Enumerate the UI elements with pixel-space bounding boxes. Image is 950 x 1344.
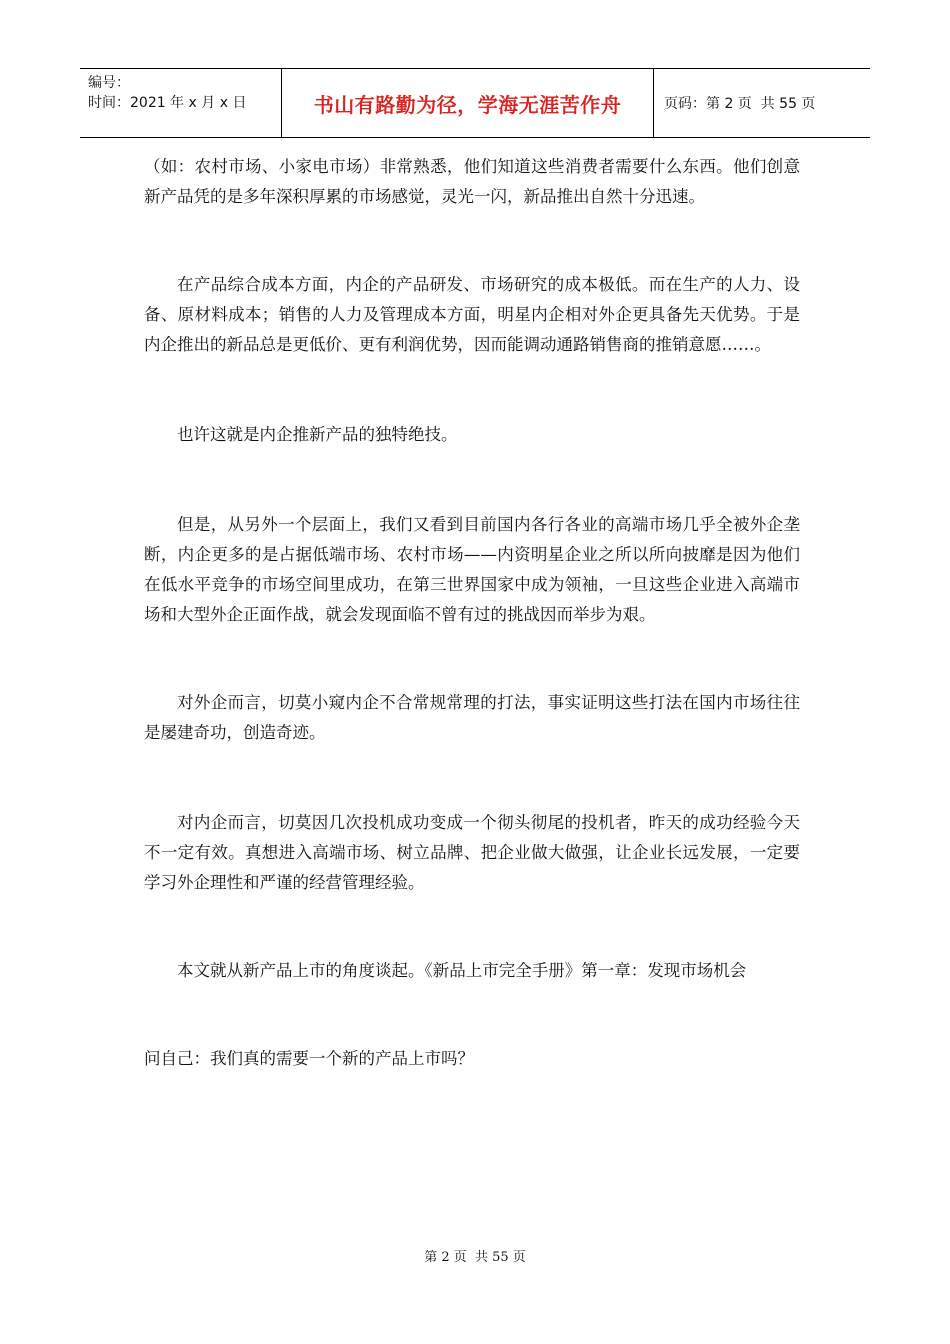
body-paragraph-6: 对内企而言，切莫因几次投机成功变成一个彻头彻尾的投机者，昨天的成功经验今天不一定有效。真想进入高端市场、树立品牌、把企业做大做强，让企业长远发展，一定要学习外企理性和严谨的经营管理经验。	[144, 813, 800, 892]
body-paragraph-5: 对外企而言，切莫小窥内企不合常规常理的打法，事实证明这些打法在国内市场往往是屡建奇功，创造奇迹。	[144, 693, 800, 742]
body-paragraph-4: 但是，从另外一个层面上，我们又看到目前国内各行各业的高端市场几乎全被外企垄断，内企更多的是占据低端市场、农村市场——内资明星企业之所以所向披靡是因为他们在低水平竞争的市场空间里成功，在第三世界国家中成为领袖，一旦这些企业进入高端市场和大型外企正面作战，就会发现面临不曾有过的挑战因而举步为艰。	[144, 515, 800, 624]
document-number-label: 编号：	[88, 75, 130, 91]
body-paragraph-2: 在产品综合成本方面，内企的产品研发、市场研究的成本极低。而在生产的人力、设备、原材料成本；销售的人力及管理成本方面，明星内企相对外企更具备先天优势。于是内企推出的新品总是更低价、更有利润优势，因而能调动通路销售商的推销意愿……。	[144, 275, 800, 354]
body-paragraph-8: 问自己：我们真的需要一个新的产品上市吗？	[144, 1049, 474, 1068]
header-motto: 书山有路勤为径，学海无涯苦作舟	[313, 92, 622, 117]
body-paragraph-7: 本文就从新产品上市的角度谈起。《新品上市完全手册》第一章：发现市场机会	[177, 961, 747, 980]
page-footer	[0, 1246, 950, 1265]
header-motto-cell	[282, 69, 654, 137]
document-header	[80, 68, 870, 138]
footer-page-number: 第 2 页 共 55 页	[424, 1250, 526, 1265]
document-body	[144, 152, 800, 1074]
header-meta	[80, 69, 282, 137]
body-paragraph-1: （如：农村市场、小家电市场）非常熟悉，他们知道这些消费者需要什么东西。他们创意新产品凭的是多年深积厚累的市场感觉，灵光一闪，新品推出自然十分迅速。	[144, 157, 800, 206]
body-paragraph-3: 也许这就是内企推新产品的独特绝技。	[177, 425, 458, 444]
header-page-info	[654, 69, 870, 137]
header-page-number: 页码：第 2 页 共 55 页	[664, 96, 816, 112]
document-time-label: 时间：2021 年 x 月 x 日	[88, 95, 247, 111]
